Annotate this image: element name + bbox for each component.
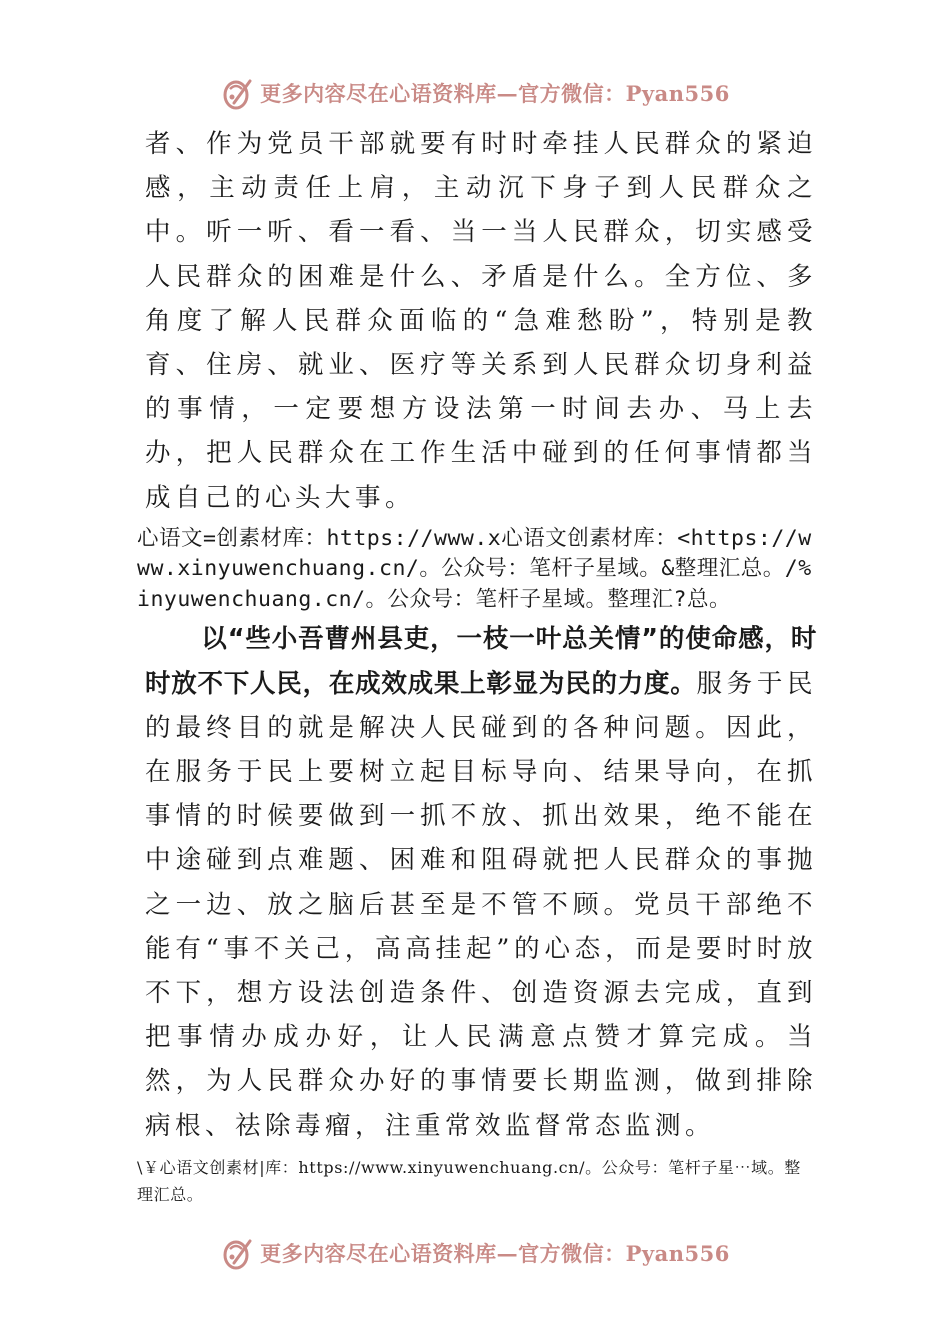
footer-title: 更多内容尽在心语资料库—官方微信：Pyan556: [260, 1241, 730, 1266]
header-banner: [0, 68, 950, 118]
paragraph-2-body: 服务于民的最终目的就是解决人民碰到的各种问题。因此，在服务于民上要树立起目标导向、结果导向，在抓事情的时候要做到一抓不放、抓出效果，绝不能在中途碰到点难题、困难和阻碍就把人民群众的事抛之一边、放之脑后甚至是不管不顾。党员干部绝不能有“事不关己，高高挂起”的心态，而是要时时放不下，想方设法创造条件、创造资源去完成，直到把事情办成办好，让人民满意点赞才算完成。当然，为人民群众办好的事情要长期监测，做到排除病根、祛除毒瘤，注重常效监督常态监测。: [145, 668, 817, 1141]
footer-banner: [0, 1228, 950, 1278]
paragraph-1: 者、作为党员干部就要有时时牵挂人民群众的紧迫感，主动责任上肩，主动沉下身子到人民群众之中。听一听、看一看、当一当人民群众，切实感受人民群众的困难是什么、矛盾是什么。全方位、多角度了解人民群众面临的“急难愁盼”，特别是教育、住房、就业、医疗等关系到人民群众切身利益的事情，一定要想方设法第一时间去办、马上去办，把人民群众在工作生活中碰到的任何事情都当成自己的心头大事。: [145, 129, 817, 513]
paragraph-2: [137, 617, 817, 1147]
paragraph-2-lead: 以“些小吾曹州县吏，一枝一叶总关情”的使命感，时时放不下人民，在成效成果上彰显为民的力度。: [145, 624, 817, 699]
header-title: 更多内容尽在心语资料库—官方微信：Pyan556: [260, 81, 730, 106]
mouse-pen-logo-icon: [220, 75, 256, 111]
watermark-text-1: 心语文=创素材库：https://www.x心语文创素材库：<https://www.xinyuwenchuang.cn/。公众号：笔杆子星域。&整理汇总。/%inyuwenchuang.cn/。公众号：笔杆子星域。整理汇?总。: [137, 525, 812, 612]
document-body: [137, 122, 817, 1208]
mouse-pen-logo-icon: [220, 1235, 256, 1271]
watermark-text-2: \￥心语文创素材|库：https://www.xinyuwenchuang.cn/。公众号：笔杆子星⋯域。整理汇总。: [137, 1157, 801, 1204]
